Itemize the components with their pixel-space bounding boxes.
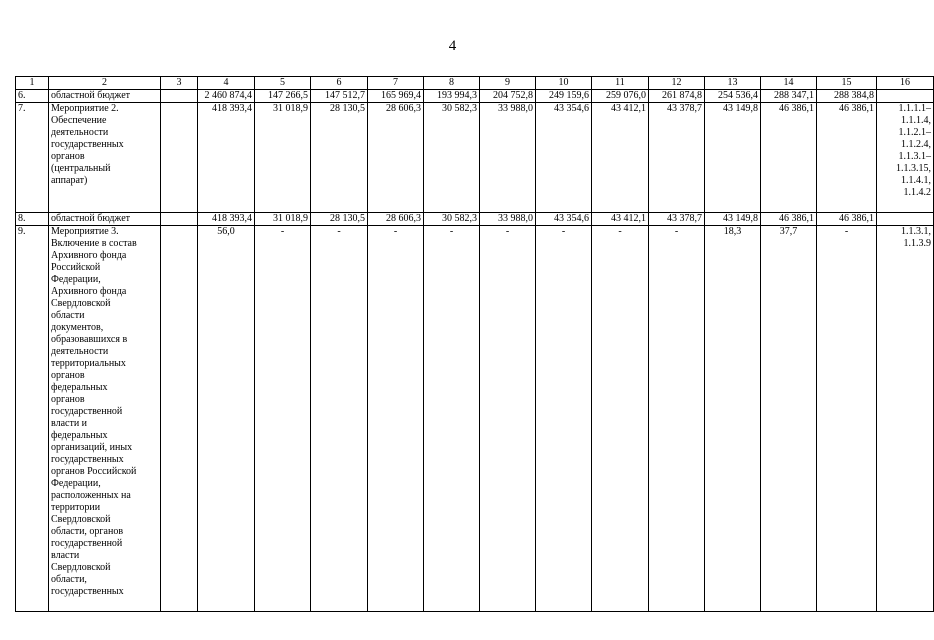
value-cell: 165 969,4	[368, 90, 424, 103]
row-cell-3	[161, 103, 198, 213]
value-cell: 56,0	[217, 226, 235, 237]
row-number: 9.	[16, 226, 49, 612]
header-cell: 16	[877, 77, 934, 90]
header-cell: 10	[536, 77, 592, 90]
value-cell: 30 582,3	[424, 213, 480, 226]
value-cell: -	[368, 226, 424, 612]
value-cell: 147 512,7	[311, 90, 368, 103]
row-label: областной бюджет	[49, 213, 161, 226]
target-codes: 1.1.3.1, 1.1.3.9	[901, 226, 931, 249]
value-cell: -	[649, 226, 705, 612]
value-cell-wrap	[198, 226, 255, 612]
target-codes-cell	[877, 226, 934, 612]
header-cell: 1	[16, 77, 49, 90]
row-cell-3	[161, 213, 198, 226]
value-cell: 418 393,4	[198, 213, 255, 226]
value-cell: -	[592, 226, 649, 612]
value-cell: 43 412,1	[592, 103, 649, 213]
table-row	[16, 90, 934, 103]
value-cell: 259 076,0	[592, 90, 649, 103]
value-cell: 33 988,0	[480, 213, 536, 226]
row-label: Мероприятие 3. Включение в состав Архивного фонда Российской Федерации, Архивного фонда Свердловской области документов, образовавшихся в деятельности территориальных органов федеральных органов государственной власти и федеральных организаций, иных государственных органов Российской Федерации, расположенных на территории Свердловской области, органов государственной власти Свердловской области, государственных	[51, 226, 137, 597]
row-cell-3	[161, 226, 198, 612]
value-cell: 43 412,1	[592, 213, 649, 226]
table-row	[16, 103, 934, 213]
value-cell: 46 386,1	[761, 213, 817, 226]
value-cell: 2 460 874,4	[198, 90, 255, 103]
value-cell: 30 582,3	[424, 103, 480, 213]
value-cell: 418 393,4	[198, 103, 255, 213]
header-cell: 2	[49, 77, 161, 90]
header-cell: 11	[592, 77, 649, 90]
value-cell: 43 378,7	[649, 213, 705, 226]
value-cell: 204 752,8	[480, 90, 536, 103]
value-cell: 18,3	[705, 226, 761, 612]
value-cell: -	[424, 226, 480, 612]
target-codes: 1.1.1.1– 1.1.1.4, 1.1.2.1– 1.1.2.4, 1.1.3.1– 1.1.3.15, 1.1.4.1, 1.1.4.2	[896, 103, 931, 198]
table-row	[16, 226, 934, 612]
header-cell: 5	[255, 77, 311, 90]
value-cell: 43 354,6	[536, 103, 592, 213]
header-cell: 7	[368, 77, 424, 90]
header-cell: 9	[480, 77, 536, 90]
target-codes	[877, 90, 934, 103]
value-cell: 288 384,8	[817, 90, 877, 103]
value-cell: 43 378,7	[649, 103, 705, 213]
value-cell: 261 874,8	[649, 90, 705, 103]
value-cell: 46 386,1	[817, 213, 877, 226]
value-cell: 28 130,5	[311, 213, 368, 226]
value-cell: -	[480, 226, 536, 612]
value-cell: 37,7	[761, 226, 817, 612]
value-cell: 254 536,4	[705, 90, 761, 103]
row-label-cell	[49, 103, 161, 213]
value-cell: -	[536, 226, 592, 612]
value-cell: 33 988,0	[480, 103, 536, 213]
value-cell: 193 994,3	[424, 90, 480, 103]
value-cell: 31 018,9	[255, 103, 311, 213]
header-cell: 3	[161, 77, 198, 90]
value-cell: -	[817, 226, 877, 612]
value-cell: 46 386,1	[761, 103, 817, 213]
target-codes-cell	[877, 103, 934, 213]
value-cell: 46 386,1	[817, 103, 877, 213]
value-cell: 288 347,1	[761, 90, 817, 103]
value-cell: 147 266,5	[255, 90, 311, 103]
value-cell: -	[255, 226, 311, 612]
row-number: 8.	[16, 213, 49, 226]
page-number: 4	[448, 38, 457, 54]
row-cell-3	[161, 90, 198, 103]
row-number: 7.	[16, 103, 49, 213]
row-label: областной бюджет	[49, 90, 161, 103]
value-cell: 28 130,5	[311, 103, 368, 213]
header-cell: 12	[649, 77, 705, 90]
row-label-cell	[49, 226, 161, 612]
value-cell: 43 149,8	[705, 103, 761, 213]
value-cell: 31 018,9	[255, 213, 311, 226]
budget-table	[15, 76, 934, 612]
table-row	[16, 213, 934, 226]
table-header-row	[16, 77, 934, 90]
value-cell: 28 606,3	[368, 213, 424, 226]
value-cell: -	[311, 226, 368, 612]
header-cell: 6	[311, 77, 368, 90]
value-cell: 43 149,8	[705, 213, 761, 226]
header-cell: 8	[424, 77, 480, 90]
header-cell: 15	[817, 77, 877, 90]
header-cell: 13	[705, 77, 761, 90]
target-codes	[877, 213, 934, 226]
row-label: Мероприятие 2. Обеспечение деятельности государственных органов (центральный аппарат)	[51, 103, 124, 186]
header-cell: 14	[761, 77, 817, 90]
header-cell: 4	[198, 77, 255, 90]
value-cell: 249 159,6	[536, 90, 592, 103]
value-cell: 43 354,6	[536, 213, 592, 226]
row-number: 6.	[16, 90, 49, 103]
value-cell: 28 606,3	[368, 103, 424, 213]
